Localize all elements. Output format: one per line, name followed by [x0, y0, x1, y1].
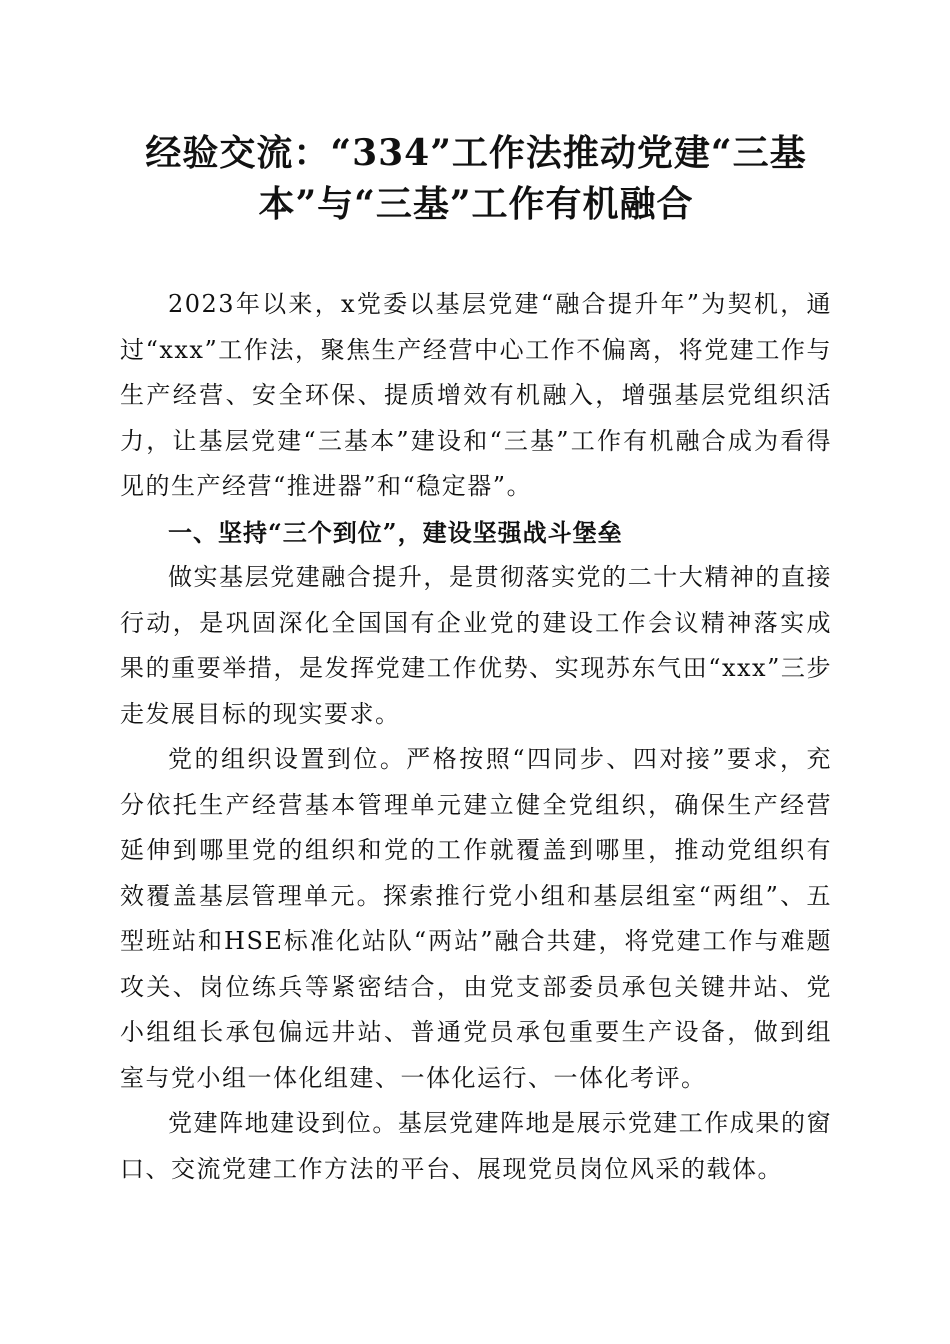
- title-line-1: 经验交流：“334”工作法推动党建“三基: [145, 132, 807, 174]
- section1-paragraph-1: 做实基层党建融合提升，是贯彻落实党的二十大精神的直接行动，是巩固深化全国国有企业党的建设工作会议精神落实成果的重要举措，是发挥党建工作优势、实现苏东气田“xxx”三步走发展目标的现实要求。: [120, 563, 832, 728]
- section1-paragraph-3: 党建阵地建设到位。基层党建阵地是展示党建工作成果的窗口、交流党建工作方法的平台、展现党员岗位风采的载体。: [120, 1109, 832, 1183]
- section1-paragraph-2: 党的组织设置到位。严格按照“四同步、四对接”要求，充分依托生产经营基本管理单元建立健全党组织，确保生产经营延伸到哪里党的组织和党的工作就覆盖到哪里，推动党组织有效覆盖基层管理单元。探索推行党小组和基层组室“两组”、五型班站和HSE标准化站队“两站”融合共建，将党建工作与难题攻关、岗位练兵等紧密结合，由党支部委员承包关键井站、党小组组长承包偏远井站、普通党员承包重要生产设备，做到组室与党小组一体化组建、一体化运行、一体化考评。: [120, 745, 832, 1092]
- intro-paragraph: 2023年以来，x党委以基层党建“融合提升年”为契机，通过“xxx”工作法，聚焦生产经营中心工作不偏离，将党建工作与生产经营、安全环保、提质增效有机融入，增强基层党组织活力，让基层党建“三基本”建设和“三基”工作有机融合成为看得见的生产经营“推进器”和“稳定器”。: [120, 290, 832, 500]
- section-heading-1: 一、坚持“三个到位”，建设坚强战斗堡垒: [168, 517, 623, 547]
- title-line-2: 本”与“三基”工作有机融合: [258, 183, 694, 225]
- document-title: [120, 128, 832, 230]
